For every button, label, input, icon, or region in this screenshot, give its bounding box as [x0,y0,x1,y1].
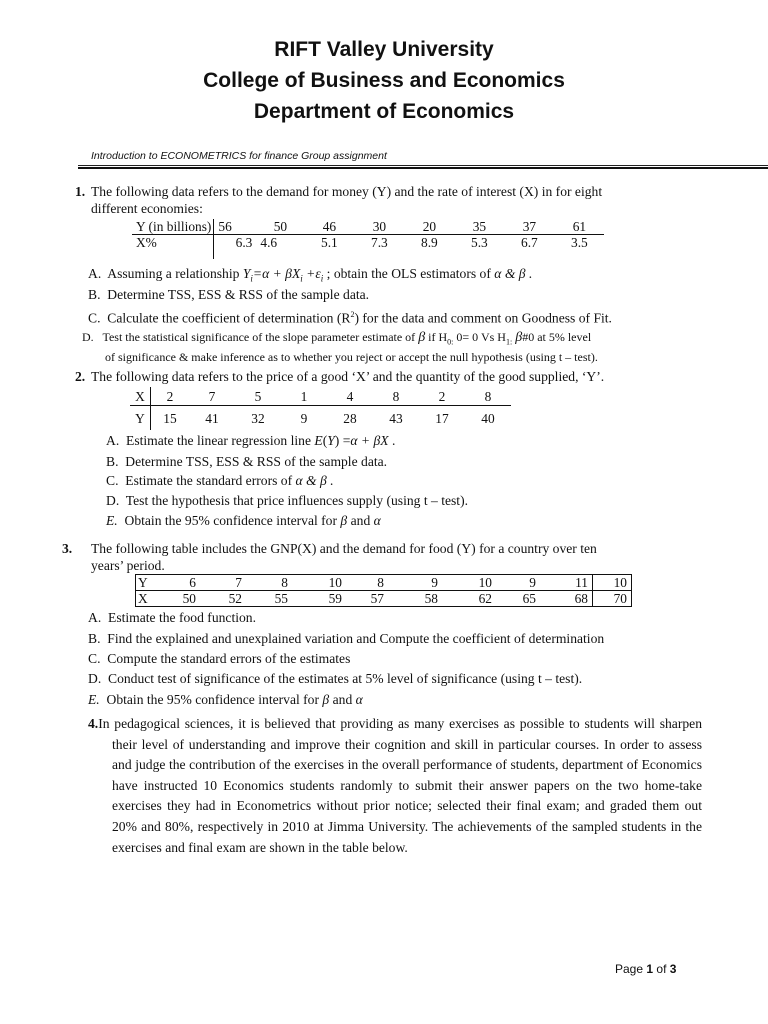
table-cell: 4.6 [260,235,278,250]
table-cell: 50 [273,219,288,234]
page-footer: Page 1 of 3 [615,962,677,976]
table-cell: 65 [522,591,536,606]
q1-data-table [132,219,604,259]
q2-stem: The following data refers to the price of a good ‘X’ and the quantity of the good supplied, ‘Y’. [91,369,605,384]
q3-stem-cont: years’ period. [91,558,165,573]
table-cell: 32 [251,410,265,426]
university-title: RIFT Valley University [274,38,494,61]
q3-stem: The following table includes the GNP(X) and the demand for food (Y) for a country over ten [91,541,597,556]
table-cell: 52 [228,591,242,606]
q1-item-d-cont: of significance & make inference as to whether you reject or accept the null hypothesis (using t – test). [105,350,598,364]
table-cell: 7 [208,388,216,404]
q2-item-c: C. Estimate the standard errors of α & β . [106,473,334,488]
q3-row2-label: X [138,591,148,606]
table-cell: 37 [522,219,537,234]
q3-data-table [135,574,632,607]
table-cell: 62 [478,591,492,606]
table-cell: 6 [189,575,196,590]
table-cell: 7 [235,575,242,590]
q1-item-c: C. Calculate the coefficient of determination $(R^2)$ for the data and comment on Goodness of Fit. [88,310,612,326]
table-cell: 4 [346,388,354,404]
table-cell: 2 [166,388,174,404]
table-cell: 70 [593,591,632,607]
college-title: College of Business and Economics [203,69,565,92]
table-cell: 2 [438,388,446,404]
q3-number: 3. [62,541,73,556]
q3-item-a: A. Estimate the food function. [88,610,257,625]
header-rule-thin [78,165,768,166]
table-cell: 46 [322,219,337,234]
table-cell: 35 [472,219,487,234]
table-cell: 8 [377,575,384,590]
table-cell: 6.7 [521,235,538,250]
table-cell: 50 [182,591,196,606]
q1-row1-label: Y (in billions) [132,219,214,235]
q3-item-b: B. Find the explained and unexplained variation and Compute the coefficient of determination [88,631,605,646]
q2-item-d: D. Test the hypothesis that price influences supply (using t – test). [106,493,469,508]
table-cell: 20 [422,219,437,234]
q3-item-e: E. Obtain the 95% confidence interval for β and α [88,692,363,707]
table-cell: 3.5 [571,235,588,250]
q3-item-c: C. Compute the standard errors of the estimates [88,651,351,666]
table-cell: 10 [593,575,632,591]
table-cell: 55 [274,591,288,606]
table-cell: 28 [343,410,357,426]
table-cell: 10 [478,575,492,590]
table-cell: 7.3 [371,235,388,250]
q1-item-d: D. Test the statistical significance of the slope parameter estimate of β if $H_{0:}$ 0= 0 Vs $H_{1:}$ β#0 at 5% level [82,330,592,347]
course-subtitle: Introduction to ECONOMETRICS for finance Group assignment [91,150,387,162]
table-cell: 8 [392,388,400,404]
table-cell: 11 [575,575,588,590]
table-cell: 8 [484,388,492,404]
q1-row2-label: X% [132,235,214,260]
q4-paragraph [88,714,702,858]
q2-item-a: A. Estimate the linear regression line E(Y) =α + βX . [106,433,396,448]
q1-item-b: B. Determine TSS, ESS & RSS of the sample data. [88,287,370,302]
table-cell: 5.3 [471,235,488,250]
q3-row1-label: Y [138,575,148,590]
q4-number: 4. [88,716,99,731]
q1-stem: The following data refers to the demand for money (Y) and the rate of interest (X) in for eight [91,184,603,199]
table-cell: 9 [529,575,536,590]
q3-item-d: D. Conduct test of significance of the estimates at 5% level of significance (using t – test). [88,671,583,686]
department-title: Department of Economics [253,100,515,123]
q2-item-b: B. Determine TSS, ESS & RSS of the sample data. [106,454,388,469]
table-cell: 68 [574,591,588,606]
table-cell: 8 [281,575,288,590]
table-cell: 6.3 [235,235,253,250]
table-cell: 5 [254,388,262,404]
table-cell: 5.1 [321,235,338,250]
q2-data-table [130,387,511,430]
table-cell: 17 [435,410,449,426]
table-cell: 59 [328,591,342,606]
table-cell: 57 [370,591,384,606]
table-cell: 58 [424,591,438,606]
table-cell: 40 [481,410,495,426]
q2-item-e: E. Obtain the 95% confidence interval for β and α [106,513,381,528]
q2-row1-label: X [130,387,151,406]
q1-stem-cont: different economies: [91,201,203,216]
table-cell: 9 [300,410,308,426]
table-cell: 61 [572,219,587,234]
q1-number: 1. [75,184,86,199]
q2-row2-label: Y [130,406,151,431]
table-cell: 1 [300,388,308,404]
q1-item-a: A. Assuming a relationship $Y_i=\alpha + \beta X_i +\varepsilon_i$ ; obtain the OLS estimators of α & β . [88,266,533,284]
table-cell: 15 [163,410,177,426]
table-cell: 9 [431,575,438,590]
table-cell: 30 [372,219,387,234]
table-cell: 8.9 [421,235,438,250]
q4-text: In pedagogical sciences, it is believed that providing as many exercises as possible to students will sharpen their level of understanding and improve their cognition and skill in particular courses. In order to assess and judge the contribution of the exercises in the overall performance of students, department of Economics have instructed 10 Economics students randomly to submit their answer papers on the two home-take exercises they had in Econometrics without prior notice; selected their final exam; and graded them out 20% and 80%, respectively in 2010 at Jimma University. The achievements of the sampled students in the exercises and final exam are shown in the table below. [98,716,702,855]
q2-number: 2. [75,369,86,384]
table-cell: 56 [218,219,232,234]
header-rule-thick [78,167,768,169]
table-cell: 43 [389,410,403,426]
table-cell: 41 [205,410,219,426]
table-cell: 10 [328,575,342,590]
